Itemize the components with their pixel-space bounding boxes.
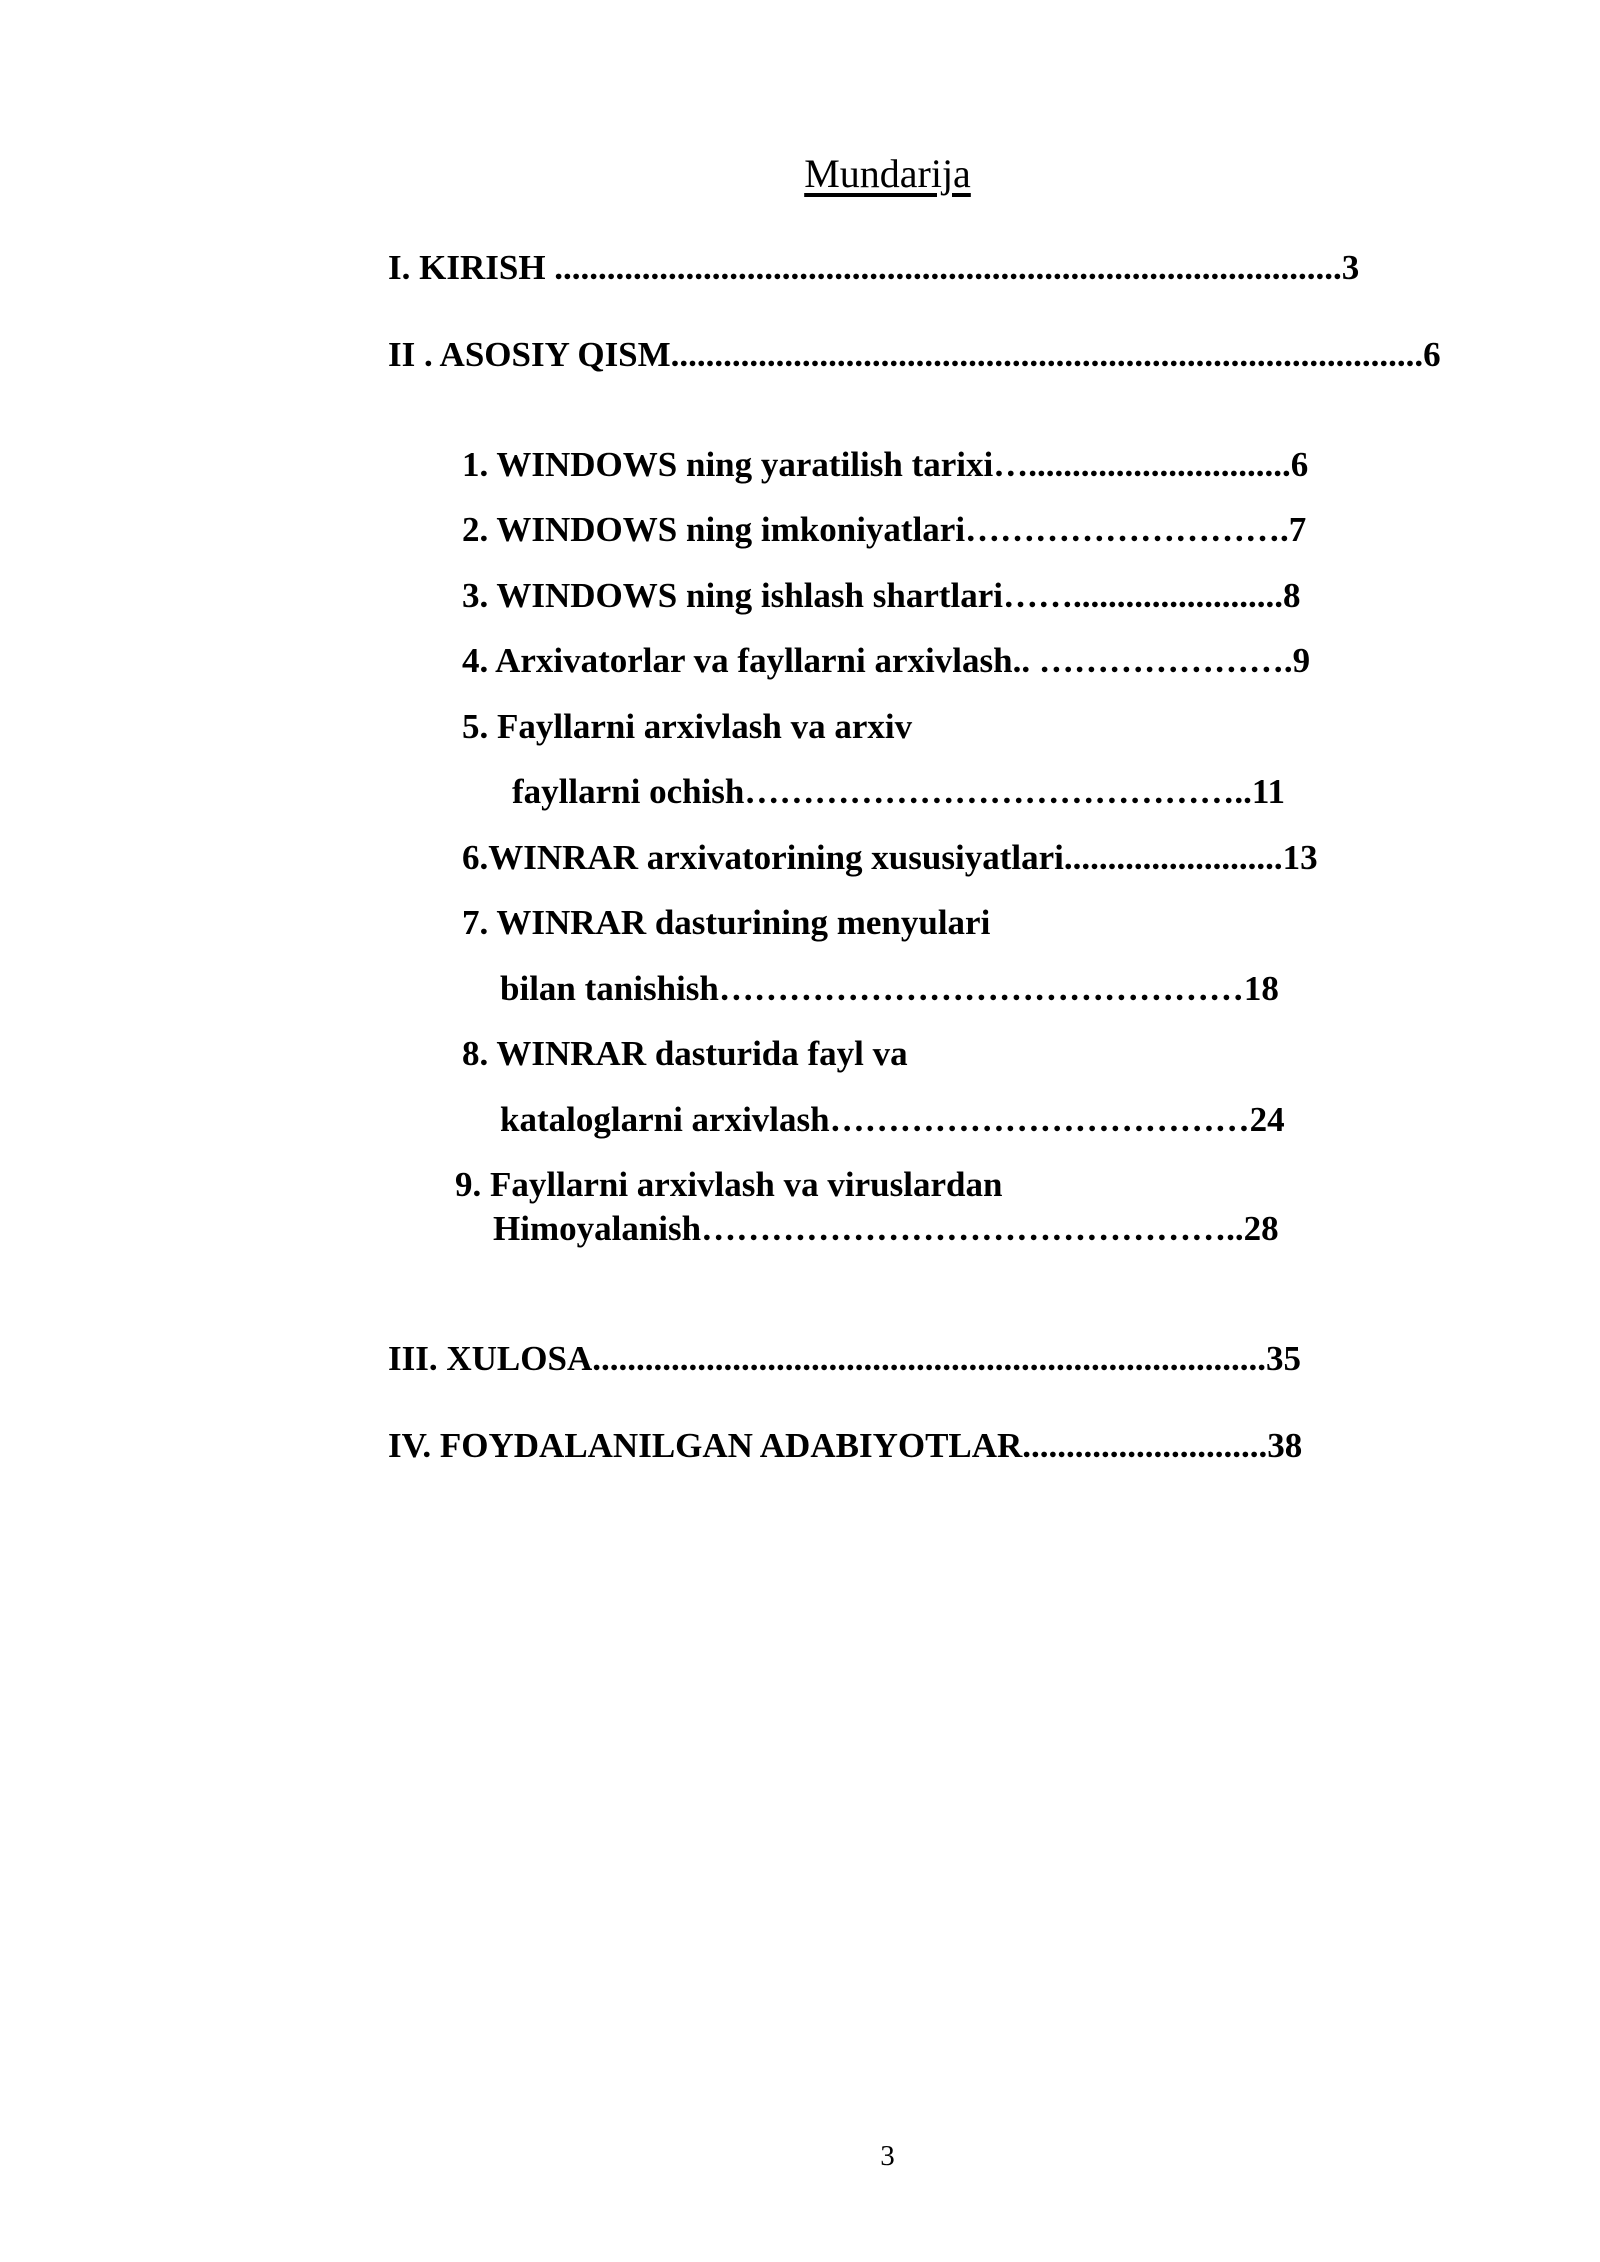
toc-entry-9-line2: Himoyalanish………………………………………..28 bbox=[493, 1209, 1279, 1248]
toc-entry-xulosa: III. XULOSA.............................................................................35 bbox=[388, 1339, 1301, 1378]
page-number: 3 bbox=[880, 2140, 895, 2172]
toc-entry-4: 4. Arxivatorlar va fayllarni arxivlash.. ………………….9 bbox=[462, 641, 1311, 680]
toc-entry-7-line1: 7. WINRAR dasturining menyulari bbox=[462, 903, 991, 942]
toc-entry-3: 3. WINDOWS ning ishlash shartlari……........................8 bbox=[462, 576, 1301, 615]
toc-entry-5-line1: 5. Fayllarni arxivlash va arxiv bbox=[462, 707, 913, 746]
toc-entry-5-line2: fayllarni ochish……………………………………..11 bbox=[512, 772, 1285, 811]
toc-entry-adabiyotlar: IV. FOYDALANILGAN ADABIYOTLAR............................38 bbox=[388, 1426, 1303, 1465]
toc-entry-9-line1: 9. Fayllarni arxivlash va viruslardan bbox=[455, 1165, 1003, 1204]
toc-entry-8-line1: 8. WINRAR dasturida fayl va bbox=[462, 1034, 908, 1073]
toc-entry-kirish: I. KIRISH ..........................................................................................3 bbox=[388, 248, 1360, 287]
toc-entry-7-line2: bilan tanishish………………………………………18 bbox=[500, 969, 1279, 1008]
toc-entry-8-line2: kataloglarni arxivlash………………………………24 bbox=[500, 1100, 1285, 1139]
toc-entry-asosiy-qism: II . ASOSIY QISM......................................................................................6 bbox=[388, 335, 1441, 374]
toc-entry-2: 2. WINDOWS ning imkoniyatlari……………………….7 bbox=[462, 510, 1307, 549]
toc-entry-6: 6.WINRAR arxivatorining xususiyatlari.........................13 bbox=[462, 838, 1318, 877]
toc-entry-1: 1. WINDOWS ning yaratilish tarixi…..............................6 bbox=[462, 445, 1309, 484]
page-title: Mundarija bbox=[804, 151, 971, 196]
